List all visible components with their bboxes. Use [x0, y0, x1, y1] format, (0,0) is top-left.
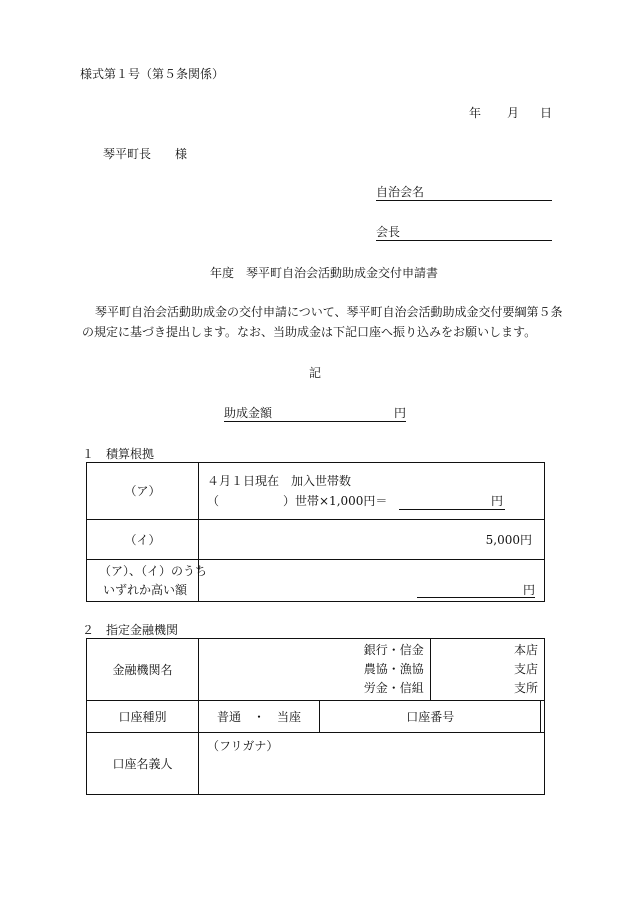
account-type-options: 普通 ・ 当座: [216, 709, 301, 724]
chairman-label: 会長: [376, 225, 401, 239]
institution-type-labor: 労金・信組: [363, 681, 424, 695]
row-max-unit: 円: [523, 583, 536, 597]
institution-type-cell[interactable]: [199, 639, 431, 701]
branch-main: 本店: [513, 643, 538, 657]
account-type-value-cell[interactable]: [199, 701, 320, 733]
association-name-label: 自治会名: [376, 185, 425, 199]
calculation-table: [86, 462, 545, 602]
row-i-label: （イ）: [124, 532, 161, 547]
bank-table: [86, 638, 545, 795]
branch-sub: 支所: [513, 681, 538, 695]
document-title: 年度 琴平町自治会活動助成金交付申請書: [210, 266, 439, 280]
row-i-label-cell: [87, 520, 199, 560]
date-month: 月: [507, 106, 520, 120]
institution-label: 金融機関名: [112, 662, 173, 677]
account-holder-label-cell: [87, 733, 199, 795]
section1-heading: １ 積算根拠: [82, 447, 155, 461]
grant-amount-underline: [224, 421, 406, 422]
row-a-text: ４月１日現在 加入世帯数: [207, 474, 352, 488]
body-line-2: の規定に基づき提出します。なお、当助成金は下記口座へ振り込みをお願いします。: [82, 325, 537, 339]
date-day: 日: [540, 106, 553, 120]
row-a-formula: ）世帯×1,000円＝: [283, 494, 388, 508]
row-max-amount-cell: [199, 560, 545, 602]
row-max-label-cell: [87, 560, 208, 602]
branch-type-cell[interactable]: [430, 639, 544, 701]
furigana-label: （フリガナ）: [207, 739, 279, 753]
association-name-underline: [376, 200, 552, 201]
row-a-label-cell: [87, 463, 199, 520]
grant-amount-label: 助成金額: [224, 406, 273, 420]
row-max-label-line2: いずれか高い額: [103, 583, 188, 597]
row-max-label-line1: （ア）、（イ）のうち: [99, 564, 208, 578]
branch-branch: 支店: [513, 662, 538, 676]
institution-type-agri: 農協・漁協: [363, 662, 424, 676]
body-line-1: 琴平町自治会活動助成金の交付申請について、琴平町自治会活動助成金交付要綱第５条: [95, 305, 563, 319]
row-i-amount-cell: [199, 520, 545, 560]
row-a-content-cell: [199, 463, 545, 520]
institution-label-cell: [87, 639, 199, 701]
section2-heading: ２ 指定金融機関: [82, 623, 179, 637]
account-holder-input[interactable]: [199, 733, 545, 795]
account-number-label-cell: [320, 701, 541, 733]
row-a-households-input[interactable]: [221, 493, 281, 509]
row-max-amount-underline: [417, 597, 535, 598]
account-type-label-cell: [87, 701, 199, 733]
institution-type-bank: 銀行・信金: [363, 643, 424, 657]
row-a-label: （ア）: [124, 484, 161, 498]
account-number-label: 口座番号: [406, 709, 455, 724]
row-a-amount-underline: [399, 509, 505, 510]
account-number-input[interactable]: [541, 701, 545, 733]
row-i-amount: 5,000円: [485, 532, 532, 547]
account-holder-label: 口座名義人: [112, 756, 173, 771]
form-number: 様式第１号（第５条関係）: [80, 67, 225, 81]
chairman-underline: [376, 240, 552, 241]
account-type-label: 口座種別: [118, 709, 167, 724]
ki-mark: 記: [309, 366, 322, 380]
row-a-unit: 円: [491, 494, 504, 508]
row-a-paren-open: （: [207, 494, 220, 508]
grant-amount-unit: 円: [394, 406, 407, 420]
addressee: 琴平町長 様: [103, 147, 188, 161]
date-year: 年: [469, 106, 482, 120]
